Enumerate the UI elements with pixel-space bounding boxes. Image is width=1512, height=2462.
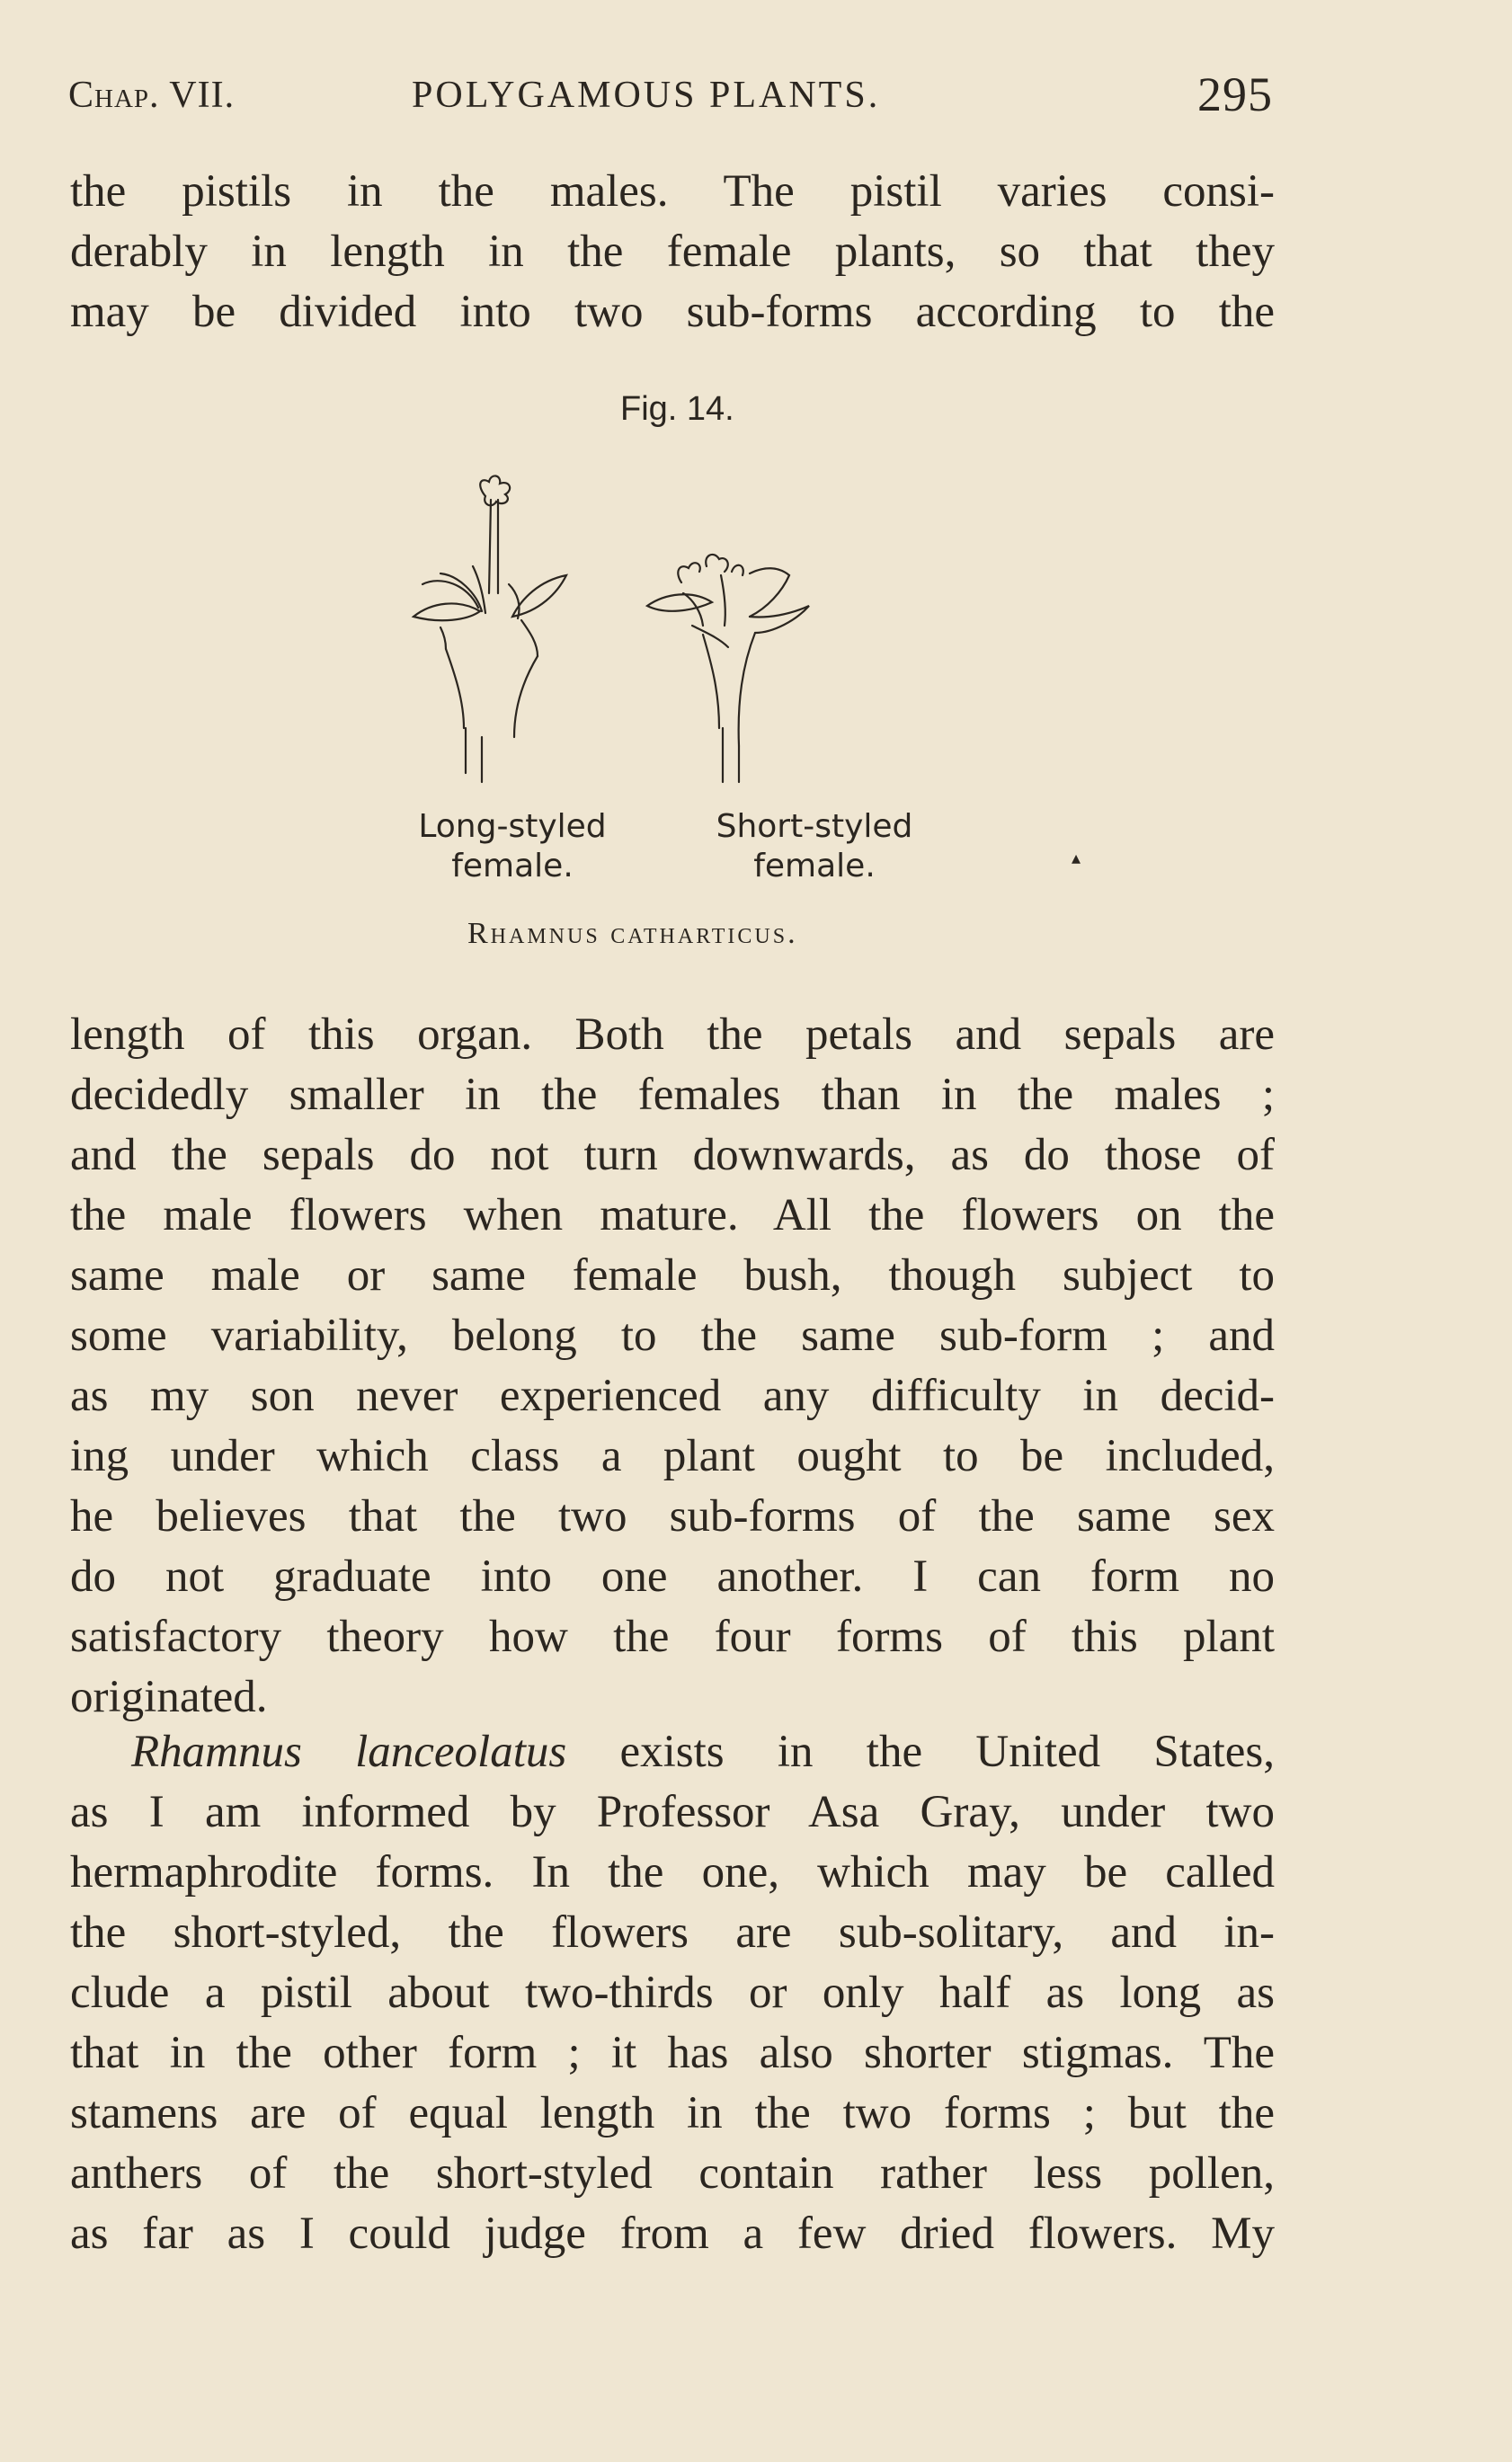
text-line-first xyxy=(70,1722,1275,1782)
long-styled-flower-drawing xyxy=(414,476,566,782)
text-line: satisfactory theory how the four forms of this plant xyxy=(70,1612,1275,1662)
caption-line: female. xyxy=(451,848,574,884)
text-line: some variability, belong to the same sub-form ; and xyxy=(70,1311,1275,1361)
text-line: as my son never experienced any difficulty in decid- xyxy=(70,1371,1275,1421)
paragraph-top xyxy=(70,162,1275,342)
text-line: same male or same female bush, though subject to xyxy=(70,1250,1275,1301)
text-line: that in the other form ; it has also shorter stigmas. The xyxy=(70,2028,1275,2078)
stray-mark: ▴ xyxy=(1072,849,1081,868)
text-line: the short-styled, the flowers are sub-solitary, and in- xyxy=(70,1907,1275,1958)
caption-line: female. xyxy=(753,848,876,884)
page-number: 295 xyxy=(1197,67,1273,121)
text-line: stamens are of equal length in the two forms ; but the xyxy=(70,2088,1275,2138)
flower-illustration xyxy=(387,440,890,800)
text-line: clude a pistil about two-thirds or only half as long as xyxy=(70,1968,1275,2018)
text-line: the male flowers when mature. All the flowers on the xyxy=(70,1190,1275,1240)
species-name-italic: Rhamnus lanceolatus xyxy=(131,1727,567,1777)
text-line: he believes that the two sub-forms of the same sex xyxy=(70,1491,1275,1542)
text-line: originated. xyxy=(70,1672,268,1722)
text-line: may be divided into two sub-forms according to the xyxy=(70,287,1275,337)
figure-species-caption: Rhamnus catharticus. xyxy=(467,917,798,950)
figure-label: Fig. 14. xyxy=(620,390,734,428)
paragraph-bottom xyxy=(70,1722,1275,2264)
text-line: as I am informed by Professor Asa Gray, under two xyxy=(70,1787,1275,1837)
caption-line: Long-styled xyxy=(418,808,607,845)
running-header xyxy=(68,67,1273,120)
text-line: do not graduate into one another. I can form no xyxy=(70,1551,1275,1602)
caption-line: Short-styled xyxy=(716,808,913,845)
text-line: decidedly smaller in the females than in the males ; xyxy=(70,1070,1275,1120)
text-line: anthers of the short-styled contain rather less pollen, xyxy=(70,2148,1275,2199)
text-line: derably in length in the female plants, so that they xyxy=(70,227,1275,277)
short-styled-flower-drawing xyxy=(647,555,809,782)
text-line: length of this organ. Both the petals and sepals are xyxy=(70,1009,1275,1060)
text-line: hermaphrodite forms. In the one, which may be called xyxy=(70,1847,1275,1898)
figure-14 xyxy=(0,387,1512,971)
chapter-label: Chap. VII. xyxy=(68,75,236,116)
running-title: POLYGAMOUS PLANTS. xyxy=(412,75,881,116)
line-rest: exists in the United States, xyxy=(566,1727,1275,1777)
text-line: the pistils in the males. The pistil varies consi- xyxy=(70,166,1275,217)
paragraph-middle xyxy=(70,1005,1275,1728)
caption-short-styled xyxy=(680,807,949,886)
text-line: and the sepals do not turn downwards, as do those of xyxy=(70,1130,1275,1180)
caption-long-styled xyxy=(396,807,629,886)
text-line: as far as I could judge from a few dried flowers. My xyxy=(70,2209,1275,2259)
text-line: ing under which class a plant ought to be included, xyxy=(70,1431,1275,1481)
